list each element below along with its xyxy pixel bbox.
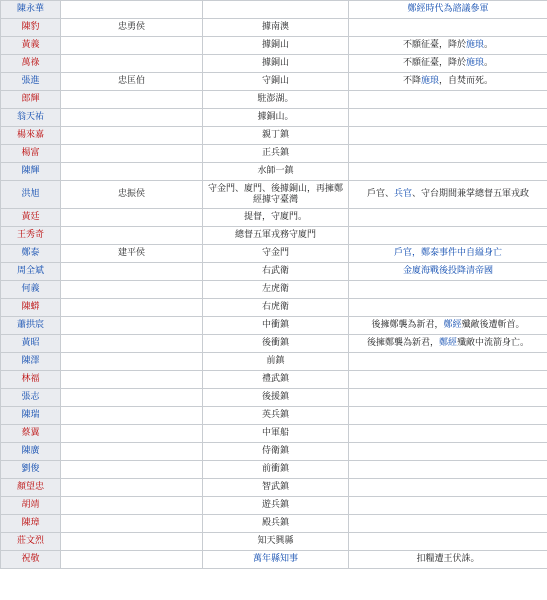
noble-title-cell: 忠匡伯 (61, 73, 203, 91)
note-link[interactable]: 施琅 (465, 40, 484, 50)
officer-name-link[interactable]: 洪旭 (21, 189, 40, 199)
note-cell (349, 461, 547, 479)
post-text: 守金門、廈門、後據銅山，再擁鄭經據守臺灣 (207, 183, 343, 205)
note-cell (349, 551, 547, 569)
post-cell (203, 91, 349, 109)
noble-title-cell (61, 1, 203, 19)
post-text: 駐澎湖。 (257, 94, 294, 104)
table-row (1, 317, 547, 335)
table-row (1, 127, 547, 145)
officer-name-cell (1, 317, 61, 335)
table-row (1, 263, 547, 281)
note-cell (349, 37, 547, 55)
table-row (1, 443, 547, 461)
note-cell (349, 227, 547, 245)
post-cell (203, 19, 349, 37)
note-cell (349, 181, 547, 209)
noble-title-cell: 忠振侯 (61, 181, 203, 209)
post-text: 前衝鎮 (261, 464, 289, 474)
note-text: 不願征臺，降於 (402, 40, 466, 50)
officer-name-cell (1, 461, 61, 479)
note-cell (349, 497, 547, 515)
note-cell (349, 443, 547, 461)
table-row (1, 91, 547, 109)
officer-name-cell (1, 425, 61, 443)
post-text: 後衝鎮 (261, 338, 289, 348)
post-text: 智武鎮 (261, 482, 289, 492)
table-row (1, 299, 547, 317)
post-cell (203, 55, 349, 73)
noble-title-cell (61, 109, 203, 127)
officer-name-link[interactable]: 鄭泰 (21, 248, 40, 258)
table-row (1, 551, 547, 569)
noble-title-cell (61, 407, 203, 425)
table-row (1, 497, 547, 515)
officer-name-link[interactable]: 黃義 (21, 40, 40, 50)
post-cell (203, 371, 349, 389)
officer-name-cell (1, 551, 61, 569)
post-link[interactable]: 萬年縣知事 (252, 554, 298, 564)
officer-name-cell (1, 37, 61, 55)
note-cell (349, 533, 547, 551)
note-cell (349, 1, 547, 19)
noble-title-cell (61, 443, 203, 461)
post-cell (203, 479, 349, 497)
post-cell (203, 127, 349, 145)
table-row (1, 209, 547, 227)
table-row (1, 515, 547, 533)
post-text: 據銅山。 (257, 112, 294, 122)
post-text: 遊兵鎮 (261, 500, 289, 510)
post-cell (203, 461, 349, 479)
table-row (1, 281, 547, 299)
note-link[interactable]: 戶官，鄭泰事件中自縊身亡 (393, 248, 502, 258)
note-text: 後擁鄭襲為新君， (371, 320, 444, 330)
note-cell (349, 209, 547, 227)
post-cell (203, 145, 349, 163)
noble-title-cell (61, 55, 203, 73)
note-cell (349, 479, 547, 497)
post-cell (203, 497, 349, 515)
officer-name-cell (1, 163, 61, 181)
post-text: 守銅山 (261, 76, 289, 86)
table-row (1, 353, 547, 371)
table-row (1, 19, 547, 37)
officer-name-link[interactable]: 翁天祐 (16, 112, 44, 122)
officer-name-link[interactable]: 黃廷 (21, 212, 40, 222)
post-cell (203, 263, 349, 281)
officer-name-link[interactable]: 蔡翼 (21, 428, 40, 438)
officer-name-cell (1, 127, 61, 145)
table-row (1, 109, 547, 127)
note-cell (349, 109, 547, 127)
note-text: 扣糧遭王伏誅。 (416, 554, 480, 564)
note-text: 。 (484, 40, 494, 50)
post-text: 殿兵鎮 (261, 518, 289, 528)
noble-title-cell (61, 163, 203, 181)
note-cell (349, 263, 547, 281)
officer-name-link[interactable]: 劉俊 (21, 464, 40, 474)
note-cell (349, 299, 547, 317)
officer-name-link[interactable]: 陳澤 (21, 356, 40, 366)
officer-name-cell (1, 299, 61, 317)
officer-name-link[interactable]: 祝敬 (21, 554, 40, 564)
noble-title-cell: 建平侯 (61, 245, 203, 263)
noble-title-cell (61, 389, 203, 407)
noble-title-cell (61, 497, 203, 515)
officer-name-cell (1, 335, 61, 353)
table-row (1, 407, 547, 425)
noble-title-cell (61, 209, 203, 227)
post-cell (203, 299, 349, 317)
note-link[interactable]: 鄭經 (438, 338, 457, 348)
note-cell (349, 281, 547, 299)
post-text: 據銅山 (261, 40, 289, 50)
post-cell (203, 317, 349, 335)
noble-title-cell (61, 263, 203, 281)
table-row (1, 181, 547, 209)
post-cell (203, 163, 349, 181)
officer-name-link[interactable]: 蕭拱宸 (16, 320, 44, 330)
officer-name-link[interactable]: 陳蟒 (21, 302, 40, 312)
table-row (1, 37, 547, 55)
officer-name-link[interactable]: 何義 (21, 284, 40, 294)
post-text: 後援鎮 (261, 392, 289, 402)
officer-name-cell (1, 371, 61, 389)
note-cell (349, 335, 547, 353)
table-row (1, 1, 547, 19)
post-cell (203, 227, 349, 245)
post-cell (203, 407, 349, 425)
table-row (1, 245, 547, 263)
note-link[interactable]: 施琅 (420, 76, 439, 86)
table-row (1, 145, 547, 163)
note-text: ，自焚而死。 (439, 76, 494, 86)
officer-name-cell (1, 443, 61, 461)
post-text: 據銅山 (261, 58, 289, 68)
officer-name-cell (1, 227, 61, 245)
officer-name-link[interactable]: 張進 (21, 76, 40, 86)
post-text: 總督五軍戎務守廈門 (234, 230, 316, 240)
post-text: 禮武鎮 (261, 374, 289, 384)
officer-name-link[interactable]: 林福 (21, 374, 40, 384)
officer-name-link[interactable]: 胡靖 (21, 500, 40, 510)
officer-name-link[interactable]: 陳廣 (21, 446, 40, 456)
officer-name-cell (1, 497, 61, 515)
post-text: 水師一鎮 (257, 166, 294, 176)
noble-title-cell (61, 127, 203, 145)
table-row (1, 479, 547, 497)
officer-name-cell (1, 73, 61, 91)
post-cell (203, 109, 349, 127)
noble-title-cell (61, 479, 203, 497)
note-cell (349, 127, 547, 145)
noble-title-cell (61, 227, 203, 245)
officer-name-cell (1, 515, 61, 533)
officer-name-link[interactable]: 陳瑞 (21, 410, 40, 420)
officer-name-link[interactable]: 黃昭 (21, 338, 40, 348)
table-row (1, 227, 547, 245)
post-cell (203, 245, 349, 263)
post-text: 侍衛鎮 (261, 446, 289, 456)
post-cell (203, 37, 349, 55)
officer-name-link[interactable]: 王秀奇 (16, 230, 44, 240)
table-row (1, 55, 547, 73)
officer-name-link[interactable]: 楊來嘉 (16, 130, 44, 140)
officer-name-link[interactable]: 郎輝 (21, 94, 40, 104)
officer-name-cell (1, 209, 61, 227)
table-row (1, 425, 547, 443)
officer-name-cell (1, 245, 61, 263)
officer-name-cell (1, 353, 61, 371)
note-cell (349, 55, 547, 73)
noble-title-cell (61, 91, 203, 109)
note-link[interactable]: 金廈海戰後投降清帝國 (402, 266, 493, 276)
note-cell (349, 353, 547, 371)
note-text: 、 (384, 189, 394, 199)
noble-title-cell (61, 317, 203, 335)
note-text: 不願征臺，降於 (402, 58, 466, 68)
officer-name-link[interactable]: 陳豹 (21, 22, 40, 32)
officer-name-cell (1, 389, 61, 407)
officer-name-cell (1, 533, 61, 551)
officer-name-cell (1, 109, 61, 127)
officer-name-cell (1, 479, 61, 497)
note-text: 不降 (402, 76, 421, 86)
note-text: 殲敵後遭斬首。 (461, 320, 525, 330)
officer-name-cell (1, 1, 61, 19)
noble-title-cell (61, 335, 203, 353)
post-text: 親丁鎮 (261, 130, 289, 140)
note-cell (349, 245, 547, 263)
note-text: 、守台期間兼掌總督五軍戎政 (412, 189, 530, 199)
noble-title-cell: 忠勇侯 (61, 19, 203, 37)
post-cell (203, 335, 349, 353)
note-text: 殲敵中流箭身亡。 (457, 338, 530, 348)
post-text: 知天興縣 (257, 536, 294, 546)
note-link[interactable]: 施琅 (465, 58, 484, 68)
note-link[interactable]: 鄭經時代為諮議參軍 (407, 4, 489, 14)
officer-name-link[interactable]: 張志 (21, 392, 40, 402)
post-cell (203, 281, 349, 299)
table-row (1, 533, 547, 551)
note-link[interactable]: 兵官 (394, 189, 413, 199)
officer-name-link[interactable]: 楊富 (21, 148, 40, 158)
noble-title-cell (61, 281, 203, 299)
note-cell (349, 407, 547, 425)
officer-name-link[interactable]: 顏望忠 (16, 482, 44, 492)
officer-name-link[interactable]: 周全斌 (16, 266, 44, 276)
officer-name-cell (1, 19, 61, 37)
post-text: 中衝鎮 (261, 320, 289, 330)
post-text: 正兵鎮 (261, 148, 289, 158)
noble-title-cell (61, 353, 203, 371)
post-text: 守金門 (261, 248, 289, 258)
post-text: 中軍船 (261, 428, 289, 438)
post-cell (203, 1, 349, 19)
noble-title-cell (61, 515, 203, 533)
officer-name-cell (1, 281, 61, 299)
note-cell (349, 163, 547, 181)
officer-name-cell (1, 407, 61, 425)
noble-title-cell (61, 371, 203, 389)
officer-name-cell (1, 181, 61, 209)
note-cell (349, 19, 547, 37)
noble-title-cell (61, 425, 203, 443)
table-row (1, 371, 547, 389)
post-text: 據南澳 (261, 22, 289, 32)
officer-name-link[interactable]: 萬祿 (21, 58, 40, 68)
post-cell (203, 73, 349, 91)
post-cell (203, 551, 349, 569)
note-text: 後擁鄭襲為新君， (366, 338, 439, 348)
officer-name-cell (1, 145, 61, 163)
note-cell (349, 73, 547, 91)
post-cell (203, 353, 349, 371)
post-text: 英兵鎮 (261, 410, 289, 420)
post-cell (203, 443, 349, 461)
table-row (1, 389, 547, 407)
note-link[interactable]: 鄭經 (443, 320, 462, 330)
note-cell (349, 389, 547, 407)
post-cell (203, 389, 349, 407)
note-cell (349, 515, 547, 533)
post-text: 提督，守廈門。 (243, 212, 307, 222)
note-cell (349, 425, 547, 443)
post-text: 左虎衛 (261, 284, 289, 294)
post-text: 右虎衛 (261, 302, 289, 312)
post-text: 前鎮 (266, 356, 285, 366)
post-cell (203, 181, 349, 209)
noble-title-cell (61, 37, 203, 55)
post-cell (203, 209, 349, 227)
noble-title-cell (61, 533, 203, 551)
noble-title-cell (61, 145, 203, 163)
note-cell (349, 91, 547, 109)
note-text: 戶官 (366, 189, 385, 199)
officer-name-cell (1, 263, 61, 281)
post-cell (203, 533, 349, 551)
table-row (1, 163, 547, 181)
note-text: 。 (484, 58, 494, 68)
post-text: 右武衛 (261, 266, 289, 276)
officer-name-cell (1, 91, 61, 109)
post-cell (203, 425, 349, 443)
noble-title-cell (61, 551, 203, 569)
officer-name-link[interactable]: 陳永華 (16, 4, 44, 14)
note-cell (349, 317, 547, 335)
post-cell (203, 515, 349, 533)
officer-name-link[interactable]: 陳璋 (21, 518, 40, 528)
table-row (1, 73, 547, 91)
officer-name-link[interactable]: 陳輝 (21, 166, 40, 176)
table-row (1, 461, 547, 479)
officer-name-link[interactable]: 莊文烈 (16, 536, 44, 546)
officer-name-cell (1, 55, 61, 73)
noble-title-cell (61, 461, 203, 479)
table-row (1, 335, 547, 353)
note-cell (349, 371, 547, 389)
noble-title-cell (61, 299, 203, 317)
officers-table-body (1, 1, 547, 569)
note-cell (349, 145, 547, 163)
